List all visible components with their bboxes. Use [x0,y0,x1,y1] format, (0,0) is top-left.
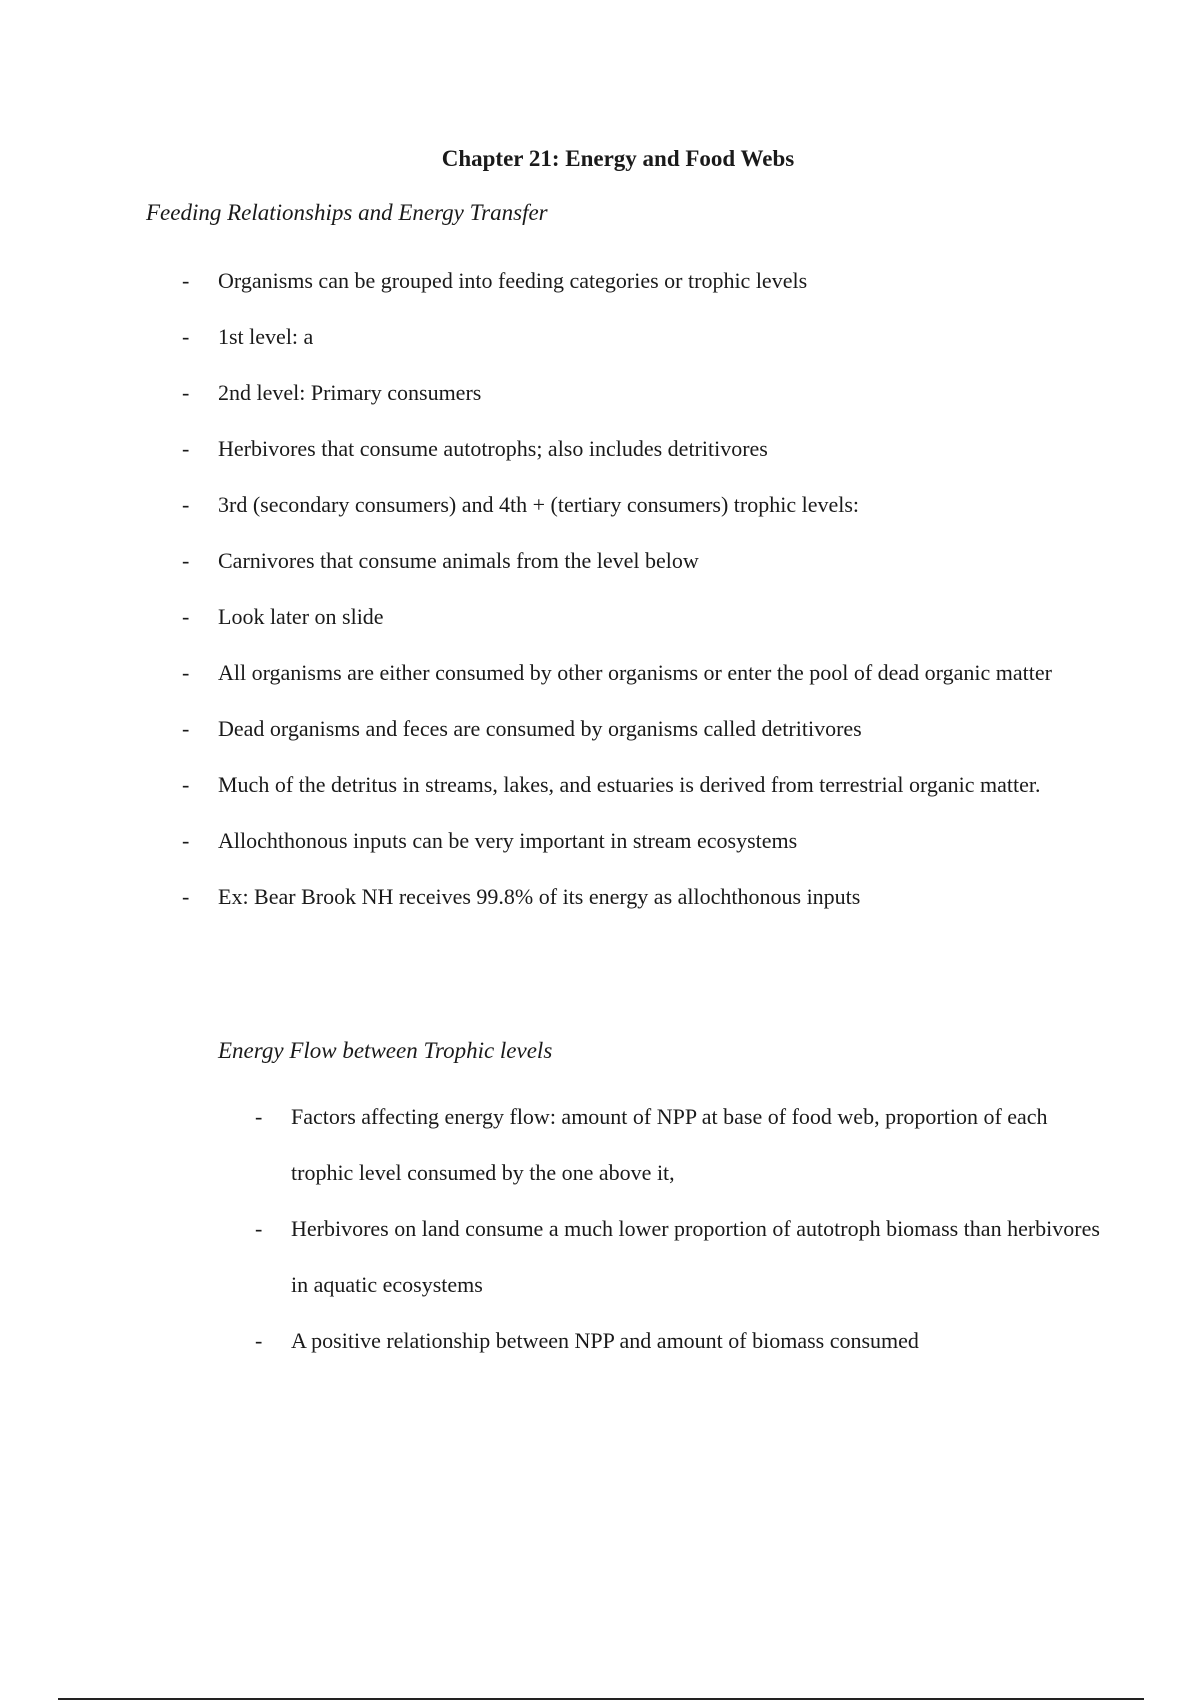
bullet-dash: - [182,884,190,909]
list-item [182,253,1102,309]
section-heading: Feeding Relationships and Energy Transfer [146,200,548,225]
list-item-text: 2nd level: Primary consumers [218,380,482,405]
list-item [182,533,1102,589]
bullet-dash: - [182,604,190,629]
bullet-dash: - [182,380,190,405]
list-item-text: Carnivores that consume animals from the level below [218,548,699,573]
list-item-text: Ex: Bear Brook NH receives 99.8% of its energy as allochthonous inputs [218,884,861,909]
bullet-dash: - [182,828,190,853]
bullet-dash: - [182,716,190,741]
list-item [255,1313,1105,1369]
sub-heading: Energy Flow between Trophic levels [218,1038,553,1063]
bullet-dash: - [255,1216,263,1241]
bullet-dash: - [255,1104,263,1129]
list-item [182,421,1102,477]
list-item-text: Dead organisms and feces are consumed by organisms called detritivores [218,716,862,741]
bullet-dash: - [182,436,190,461]
list-item [182,309,1102,365]
bullet-dash: - [182,772,190,797]
list-item [182,813,1102,869]
bullet-dash: - [255,1328,263,1353]
bullet-dash: - [182,660,190,685]
list-item [182,701,1102,757]
list-item-text: 3rd (secondary consumers) and 4th + (tertiary consumers) trophic levels: [218,492,860,517]
bullet-dash: - [182,324,190,349]
list-item-text: Herbivores that consume autotrophs; also includes detritivores [218,436,768,461]
list-item-text: 1st level: a [218,324,314,349]
list-item [182,589,1102,645]
list-item [182,757,1102,813]
list-item-text: Allochthonous inputs can be very important in stream ecosystems [218,828,798,853]
main-bullet-list [182,253,1102,925]
list-item [182,869,1102,925]
list-item [182,365,1102,421]
list-item [255,1201,1105,1313]
list-item-text: Herbivores on land consume a much lower proportion of autotroph biomass than herbivores in aquatic ecosystems [291,1216,1100,1297]
bullet-dash: - [182,268,190,293]
list-item [182,645,1102,701]
bullet-dash: - [182,492,190,517]
bullet-dash: - [182,548,190,573]
list-item-text: Organisms can be grouped into feeding categories or trophic levels [218,268,808,293]
list-item-text: Look later on slide [218,604,384,629]
list-item-text: A positive relationship between NPP and amount of biomass consumed [291,1328,919,1353]
list-item-text: Much of the detritus in streams, lakes, and estuaries is derived from terrestrial organic matter. [218,772,1041,797]
page-title: Chapter 21: Energy and Food Webs [441,146,795,171]
list-item-text: Factors affecting energy flow: amount of NPP at base of food web, proportion of each trophic level consumed by the one above it, [291,1104,1048,1185]
list-item-text: All organisms are either consumed by other organisms or enter the pool of dead organic matter [218,660,1052,685]
sub-bullet-list [255,1089,1105,1369]
list-item [255,1089,1105,1201]
list-item [182,477,1102,533]
